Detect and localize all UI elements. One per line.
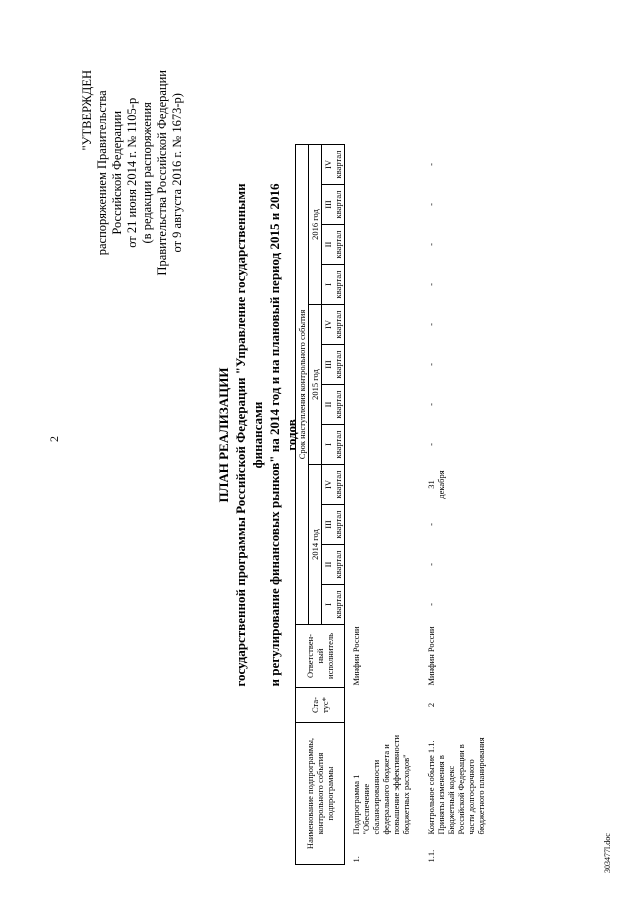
row-status <box>345 688 413 723</box>
row-number: 1. <box>351 856 361 863</box>
quarter-header: II квартал <box>322 385 345 425</box>
quarter-header: I квартал <box>322 265 345 305</box>
row-value: - <box>426 523 436 526</box>
table-row <box>412 145 487 865</box>
table-row <box>345 145 413 865</box>
row-value: - <box>426 163 436 166</box>
quarter-header: IV квартал <box>322 145 345 185</box>
row-value: 31 декабря <box>426 470 446 499</box>
row-value <box>345 465 413 505</box>
heading-title: ПЛАН РЕАЛИЗАЦИИ <box>216 367 231 503</box>
row-value <box>345 185 413 225</box>
quarter-header: IV квартал <box>322 305 345 345</box>
quarter-header: II квартал <box>322 545 345 585</box>
row-value <box>345 585 413 625</box>
quarter-header: III квартал <box>322 345 345 385</box>
year-header: 2014 год <box>309 465 322 625</box>
row-executor: Минфин России <box>426 626 436 686</box>
col-exec-header: Ответствен-ный исполнитель <box>296 625 345 688</box>
row-value <box>345 345 413 385</box>
row-number: 1.1. <box>426 849 436 863</box>
row-value: - <box>426 323 436 326</box>
quarter-header: III квартал <box>322 185 345 225</box>
row-value <box>345 545 413 585</box>
approval-title: "УТВЕРЖДЕН <box>80 70 94 151</box>
heading-line: государственной программы Российской Федерации "Управление государственными финансами <box>233 183 265 687</box>
row-status: 2 <box>426 702 436 708</box>
approval-block <box>80 70 185 276</box>
heading-line: и регулирование финансовых рынков" на 2014 год и на плановый период 2015 и 2016 годов <box>267 183 299 687</box>
row-value <box>345 425 413 465</box>
row-executor: Минфин России <box>351 626 361 686</box>
row-name: Контрольное событие 1.1. Приняты изменения в Бюджетный кодекс Российской Федерации в части долгосрочного бюджетного планирования <box>426 737 486 835</box>
plan-table <box>295 144 487 865</box>
row-value: - <box>426 403 436 406</box>
document-heading <box>215 175 300 695</box>
row-value <box>345 505 413 545</box>
row-value <box>345 225 413 265</box>
row-value <box>345 305 413 345</box>
approval-line: распоряжением Правительства <box>95 90 109 256</box>
quarter-header: I квартал <box>322 585 345 625</box>
approval-line: от 9 августа 2016 г. № 1673-р) <box>170 93 184 253</box>
quarter-header: II квартал <box>322 225 345 265</box>
row-value: - <box>426 363 436 366</box>
row-value: - <box>426 443 436 446</box>
quarter-header: IV квартал <box>322 465 345 505</box>
row-value <box>345 265 413 305</box>
row-value: - <box>426 563 436 566</box>
row-value: - <box>426 603 436 606</box>
quarter-header: I квартал <box>322 425 345 465</box>
row-name: Подпрограмма 1 "Обеспечение сбалансированности федерального бюджета и повышение эффективности бюджетных расходов" <box>351 734 411 835</box>
quarter-header: III квартал <box>322 505 345 545</box>
col-term-header: Срок наступления контрольного события <box>296 145 309 625</box>
approval-line: Российской Федерации <box>110 110 124 235</box>
row-value <box>345 145 413 185</box>
col-status-header: Ста-тус* <box>296 688 345 723</box>
approval-line: от 21 июня 2014 г. № 1105-р <box>125 97 139 248</box>
row-value: - <box>426 243 436 246</box>
document-id: 303477l.doc <box>603 833 612 873</box>
page-number: 2 <box>47 436 61 442</box>
row-value <box>345 385 413 425</box>
approval-line: Правительства Российской Федерации <box>155 70 169 276</box>
row-value: - <box>426 203 436 206</box>
year-header: 2015 год <box>309 305 322 465</box>
year-header: 2016 год <box>309 145 322 305</box>
col-name-header: Наименование подпрограммы, контрольного события подпрограммы <box>296 723 345 865</box>
row-value: - <box>426 283 436 286</box>
approval-line: (в редакции распоряжения <box>140 102 154 244</box>
